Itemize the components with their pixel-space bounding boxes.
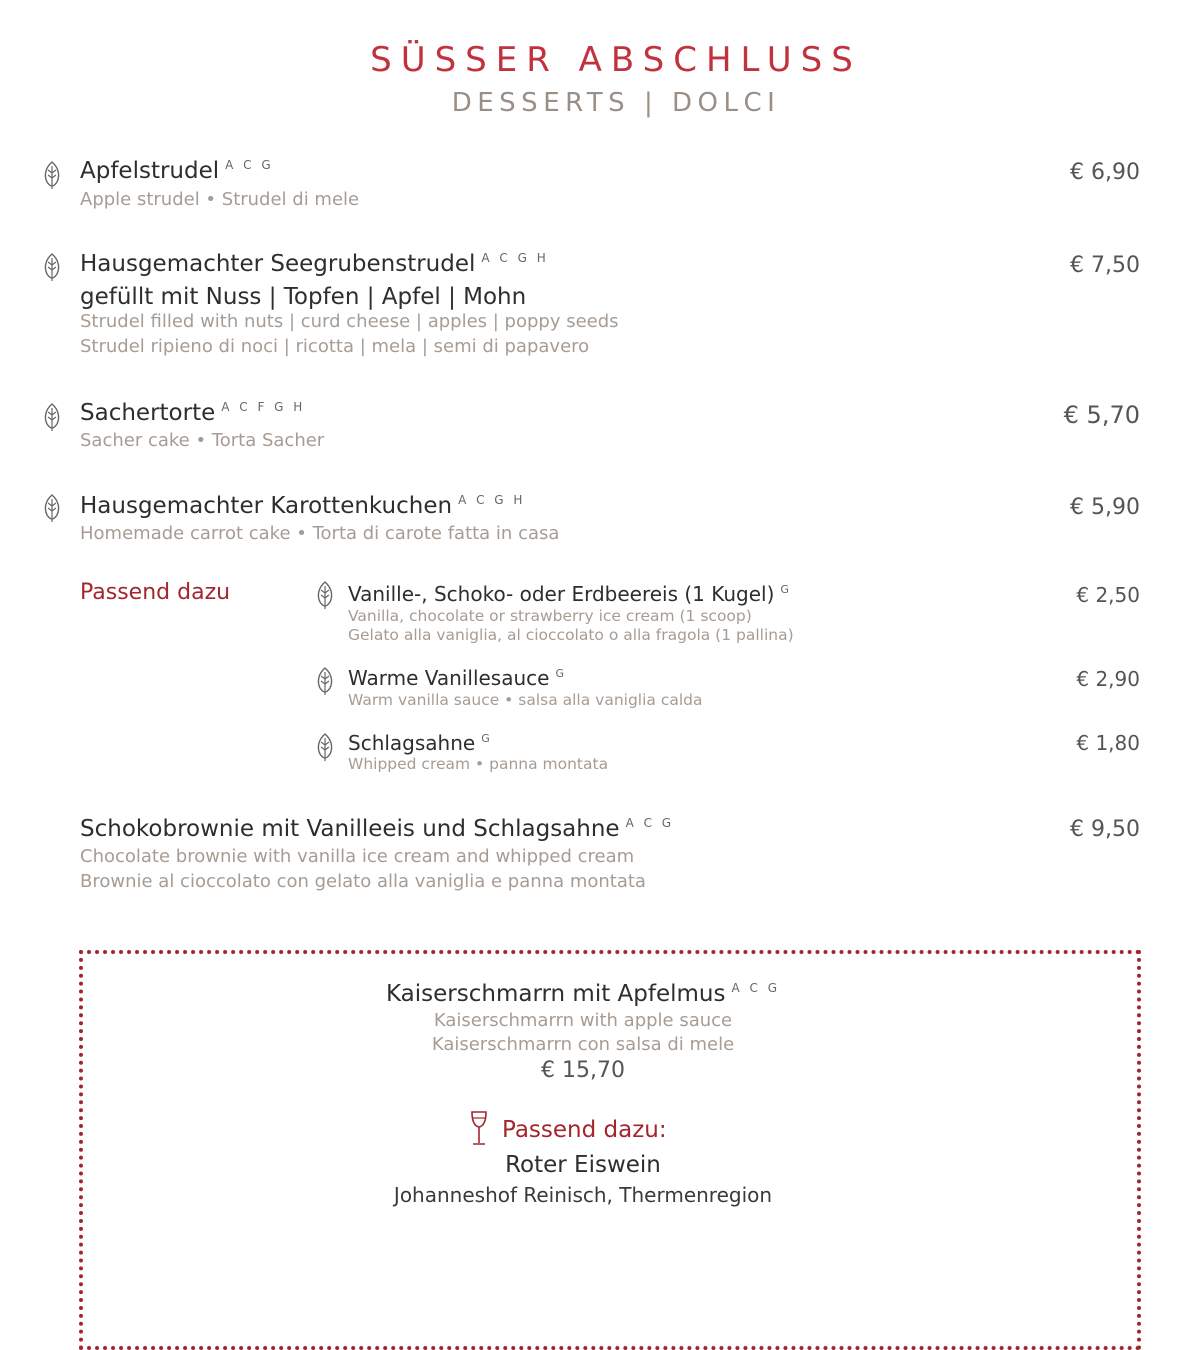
side-item-description: Warm vanilla sauce • salsa alla vaniglia calda: [348, 691, 703, 709]
special-item-description: Kaiserschmarrn with apple sauce: [433, 1010, 733, 1031]
special-item-name: Kaiserschmarrn mit Apfelmus $^{A C G}$: [385, 981, 781, 1007]
menu-item-description: Apple strudel • Strudel di mele: [80, 189, 360, 210]
menu-item-price: € 5,90: [1070, 495, 1140, 520]
side-item-description: Whipped cream • panna montata: [348, 755, 609, 773]
wine-origin: Johanneshof Reinisch, Thermenregion: [393, 1183, 773, 1207]
vegetarian-leaf-icon: [314, 666, 334, 694]
vegetarian-leaf-icon: [41, 402, 63, 432]
special-item-price: € 15,70: [541, 1058, 625, 1083]
special-item-description: Kaiserschmarrn con salsa di mele: [431, 1034, 735, 1055]
menu-item-price: € 9,50: [1070, 817, 1140, 842]
menu-item-description: Brownie al cioccolato con gelato alla vaniglia e panna montata: [80, 871, 646, 892]
side-item-price: € 2,50: [1076, 583, 1140, 607]
menu-item-name: Sachertorte $^{A C F G H}$: [80, 400, 306, 426]
menu-item-name: Apfelstrudel $^{A C G}$: [80, 158, 274, 184]
menu-item-description: Strudel ripieno di noci | ricotta | mela | semi di papavero: [80, 336, 590, 357]
vegetarian-leaf-icon: [41, 252, 63, 282]
allergen-codes: A C F G H: [221, 400, 306, 415]
menu-item-description: Homemade carrot cake • Torta di carote fatta in casa: [80, 523, 560, 544]
menu-item-name: Hausgemachter Karottenkuchen $^{A C G H}$: [80, 493, 526, 519]
allergen-codes: A C G H: [458, 493, 526, 508]
side-item-price: € 2,90: [1076, 667, 1140, 691]
pairing-label: Passend dazu: [80, 580, 231, 605]
vegetarian-leaf-icon: [41, 493, 63, 523]
allergen-codes: G: [780, 583, 792, 597]
allergen-codes: A C G: [225, 158, 274, 173]
page-subtitle: DESSERTS | DOLCI: [451, 88, 781, 118]
menu-item-price: € 7,50: [1070, 253, 1140, 278]
allergen-codes: A C G: [731, 981, 781, 996]
menu-item-price: € 6,90: [1070, 160, 1140, 185]
allergen-codes: A C G H: [481, 251, 549, 266]
side-item-name: Warme Vanillesauce $^G$: [348, 666, 567, 690]
side-item-description: Vanilla, chocolate or strawberry ice cream (1 scoop): [348, 607, 752, 625]
menu-item-description: Strudel filled with nuts | curd cheese | apples | poppy seeds: [80, 311, 619, 332]
wine-glass-icon: [468, 1110, 490, 1148]
allergen-codes: G: [555, 667, 567, 681]
side-item-description: Gelato alla vaniglia, al cioccolato o alla fragola (1 pallina): [348, 626, 794, 644]
menu-item-name: Schokobrownie mit Vanilleeis und Schlagsahne $^{A C G}$: [80, 816, 675, 842]
menu-item-name: Hausgemachter Seegrubenstrudel $^{A C G H}$: [80, 251, 549, 277]
vegetarian-leaf-icon: [314, 580, 334, 608]
side-item-name: Schlagsahne $^G$: [348, 731, 493, 755]
side-item-name: Vanille-, Schoko- oder Erdbeereis (1 Kugel) $^G$: [348, 582, 792, 606]
menu-item-price: € 5,70: [1063, 401, 1140, 429]
allergen-codes: A C G: [625, 816, 675, 831]
wine-name: Roter Eiswein: [505, 1152, 661, 1178]
vegetarian-leaf-icon: [41, 160, 63, 190]
menu-item-description: Chocolate brownie with vanilla ice cream and whipped cream: [80, 846, 635, 867]
side-item-price: € 1,80: [1076, 731, 1140, 755]
menu-item-description: Sacher cake • Torta Sacher: [80, 430, 325, 451]
allergen-codes: G: [481, 732, 493, 746]
menu-item-filling: gefüllt mit Nuss | Topfen | Apfel | Mohn: [80, 284, 527, 310]
vegetarian-leaf-icon: [314, 732, 334, 760]
special-pairing-label: Passend dazu:: [502, 1117, 667, 1143]
page-title: SÜSSER ABSCHLUSS: [370, 40, 862, 80]
